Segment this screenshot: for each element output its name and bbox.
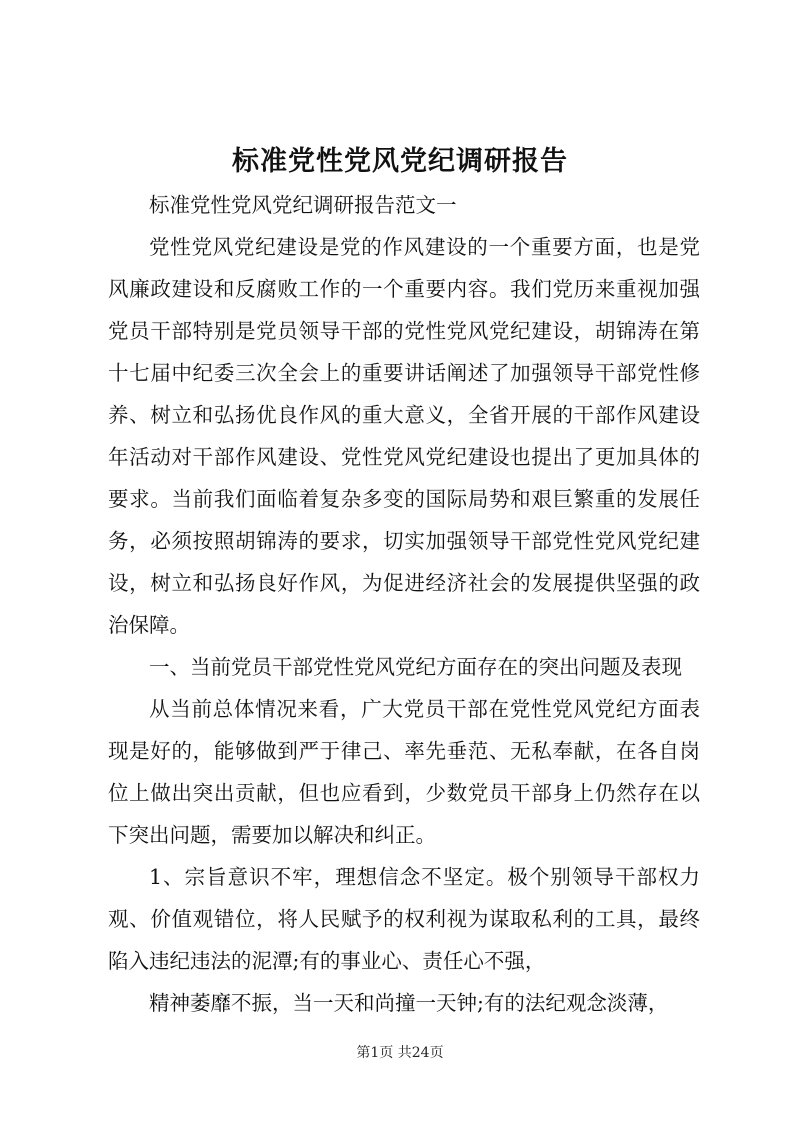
body-paragraph: 党性党风党纪建设是党的作风建设的一个重要方面，也是党风廉政建设和反腐败工作的一个重要内容。我们党历来重视加强党员干部特别是党员领导干部的党性党风党纪建设，胡锦涛在第十七届中纪委三次全会上的重要讲话阐述了加强领导干部党性修养、树立和弘扬优良作风的重大意义，全省开展的干部作风建设年活动对干部作风建设、党性党风党纪建设也提出了更加具体的要求。当前我们面临着复杂多变的国际局势和艰巨繁重的发展任务，必须按照胡锦涛的要求，切实加强领导干部党性党风党纪建设，树立和弘扬良好作风，为促进经济社会的发展提供坚强的政治保障。 — [108, 235, 700, 637]
page-footer: 第1页 共24页 — [356, 1045, 444, 1061]
section-heading: 一、当前党员干部党性党风党纪方面存在的突出问题及表现 — [149, 655, 682, 679]
subtitle-paragraph: 标准党性党风党纪调研报告范文一 — [149, 193, 457, 217]
document-title: 标准党性党风党纪调研报告 — [232, 146, 568, 177]
body-paragraph: 精神萎靡不振，当一天和尚撞一天钟;有的法纪观念淡薄， — [149, 991, 669, 1015]
document-body — [108, 184, 700, 1024]
body-paragraph: 从当前总体情况来看，广大党员干部在党性党风党纪方面表现是好的，能够做到严于律己、率先垂范、无私奉献，在各自岗位上做出突出贡献，但也应看到，少数党员干部身上仍然存在以下突出问题，需要加以解决和纠正。 — [108, 697, 700, 847]
body-paragraph: 1、宗旨意识不牢，理想信念不坚定。极个别领导干部权力观、价值观错位，将人民赋予的权利视为谋取私利的工具，最终陷入违纪违法的泥潭;有的事业心、责任心不强， — [108, 865, 700, 973]
